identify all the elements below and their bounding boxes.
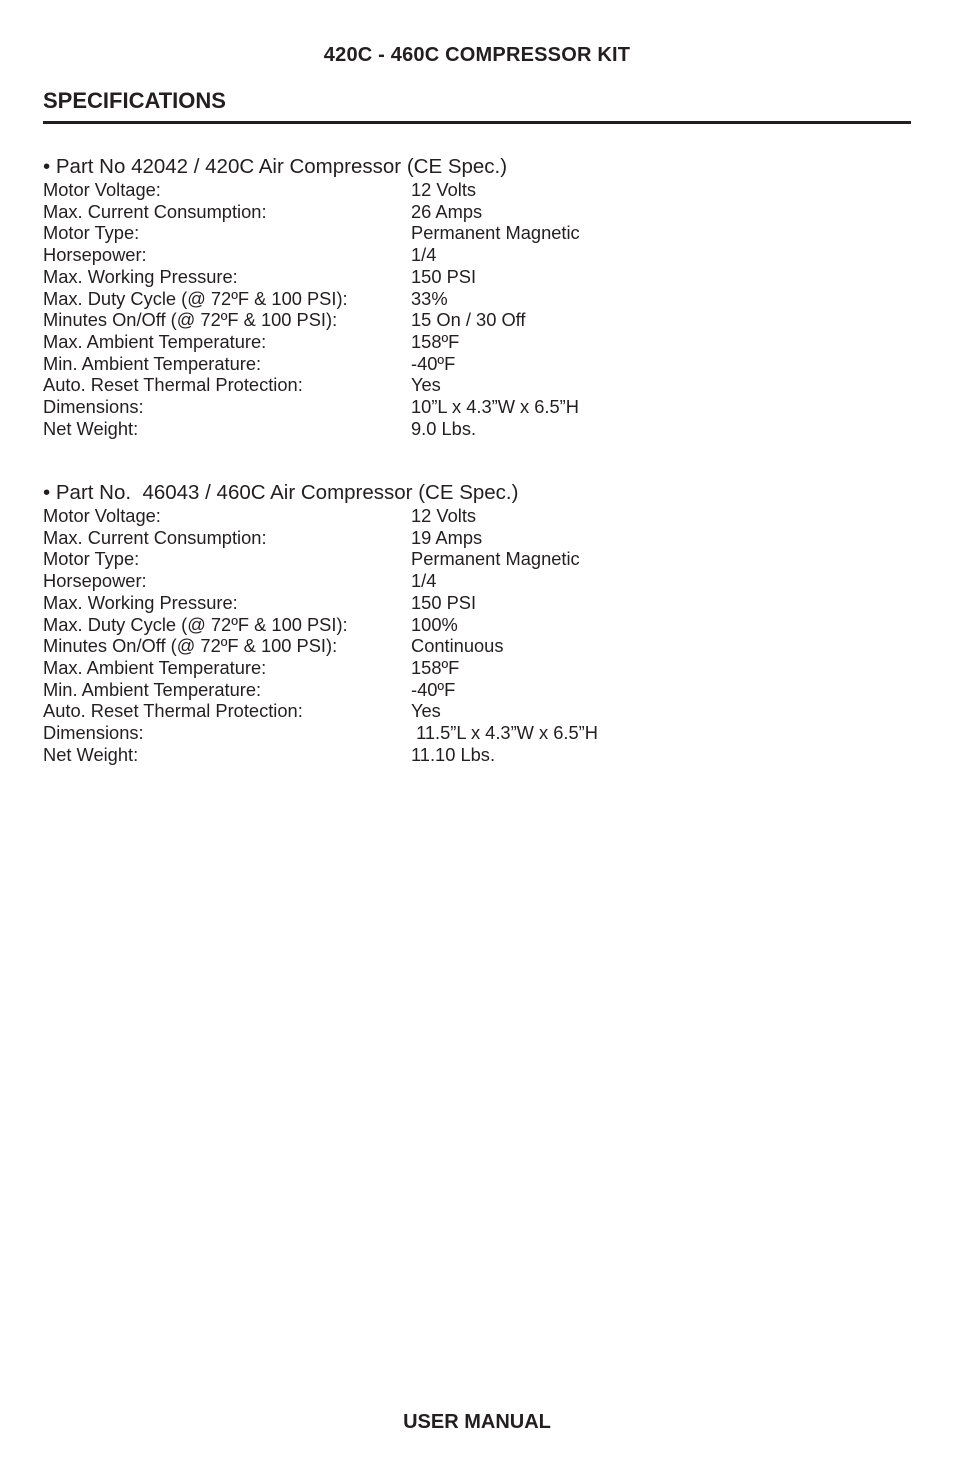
spec-row-duty-cycle (43, 614, 863, 636)
spec-label: Motor Voltage: (43, 179, 161, 200)
spec-value: 150 PSI (411, 591, 477, 613)
spec-row-minutes-on-off (43, 635, 863, 657)
spec-value: 1/4 (411, 570, 437, 592)
spec-row-motor-voltage (43, 179, 863, 201)
spec-value: 19 Amps (411, 526, 483, 548)
spec-label: Auto. Reset Thermal Protection: (43, 700, 303, 722)
spec-value: 33% (411, 287, 448, 309)
spec-value: 1/4 (411, 244, 437, 266)
spec-value: Yes (411, 374, 441, 396)
spec-row-max-pressure (43, 266, 863, 288)
spec-label: Auto. Reset Thermal Protection: (43, 374, 303, 396)
spec-value: Permanent Magnetic (411, 222, 580, 244)
spec-row-max-pressure (43, 592, 863, 614)
spec-label: Horsepower: (43, 570, 147, 592)
part-title: • Part No 42042 / 420C Air Compressor (CE Spec.) (43, 155, 508, 178)
spec-row-max-current (43, 201, 863, 223)
spec-label: Motor Voltage: (43, 505, 161, 526)
spec-row-max-ambient (43, 331, 863, 353)
spec-row-motor-type (43, 222, 863, 244)
spec-value: 26 Amps (411, 200, 483, 222)
spec-value: 100% (411, 613, 458, 635)
spec-value: 12 Volts (411, 179, 477, 200)
spec-value: 11.10 Lbs. (411, 743, 496, 765)
spec-value: 9.0 Lbs. (411, 417, 477, 439)
spec-value: Yes (411, 700, 441, 722)
spec-row-net-weight (43, 744, 863, 766)
spec-row-max-current (43, 527, 863, 549)
spec-value: 15 On / 30 Off (411, 309, 526, 331)
spec-value: 12 Volts (411, 505, 477, 526)
spec-label: Min. Ambient Temperature: (43, 352, 262, 374)
spec-row-min-ambient (43, 679, 863, 701)
section-divider (43, 121, 911, 124)
spec-value: 158ºF (411, 656, 460, 678)
spec-label: Max. Current Consumption: (43, 200, 267, 222)
spec-label: Motor Type: (43, 222, 140, 244)
spec-value: 158ºF (411, 330, 460, 352)
spec-label: Max. Ambient Temperature: (43, 330, 267, 352)
spec-label: Max. Current Consumption: (43, 526, 267, 548)
spec-row-minutes-on-off (43, 309, 863, 331)
spec-label: Max. Ambient Temperature: (43, 656, 267, 678)
footer-label: USER MANUAL (403, 1411, 551, 1433)
spec-label: Minutes On/Off (@ 72ºF & 100 PSI): (43, 635, 338, 657)
spec-row-thermal-protection (43, 374, 863, 396)
spec-value: -40ºF (411, 352, 456, 374)
spec-row-max-ambient (43, 657, 863, 679)
spec-row-min-ambient (43, 353, 863, 375)
spec-value: 10”L x 4.3”W x 6.5”H (411, 396, 579, 418)
spec-label: Max. Working Pressure: (43, 265, 238, 287)
spec-label: Dimensions: (43, 396, 144, 418)
spec-value: 150 PSI (411, 265, 477, 287)
spec-row-dimensions (43, 722, 863, 744)
part-title: • Part No. 46043 / 460C Air Compressor (CE Spec.) (43, 481, 519, 504)
spec-block-460c (43, 481, 863, 765)
document-title: 420C - 460C COMPRESSOR KIT (323, 44, 631, 66)
spec-label: Horsepower: (43, 244, 147, 266)
spec-label: Net Weight: (43, 743, 139, 765)
spec-value: 11.5”L x 4.3”W x 6.5”H (411, 722, 598, 744)
spec-label: Min. Ambient Temperature: (43, 678, 262, 700)
spec-label: Max. Duty Cycle (@ 72ºF & 100 PSI): (43, 287, 348, 309)
spec-row-motor-voltage (43, 505, 863, 527)
section-heading: SPECIFICATIONS (43, 88, 226, 113)
spec-row-horsepower (43, 244, 863, 266)
spec-row-duty-cycle (43, 288, 863, 310)
spec-row-thermal-protection (43, 700, 863, 722)
spec-row-motor-type (43, 548, 863, 570)
spec-label: Max. Duty Cycle (@ 72ºF & 100 PSI): (43, 613, 348, 635)
spec-value: Permanent Magnetic (411, 548, 580, 570)
spec-label: Motor Type: (43, 548, 140, 570)
spec-label: Minutes On/Off (@ 72ºF & 100 PSI): (43, 309, 338, 331)
spec-row-net-weight (43, 418, 863, 440)
spec-value: -40ºF (411, 678, 456, 700)
spec-label: Net Weight: (43, 417, 139, 439)
spec-label: Dimensions: (43, 722, 144, 744)
spec-row-horsepower (43, 570, 863, 592)
spec-block-420c (43, 155, 863, 439)
spec-value: Continuous (411, 635, 504, 657)
spec-row-dimensions (43, 396, 863, 418)
spec-label: Max. Working Pressure: (43, 591, 238, 613)
